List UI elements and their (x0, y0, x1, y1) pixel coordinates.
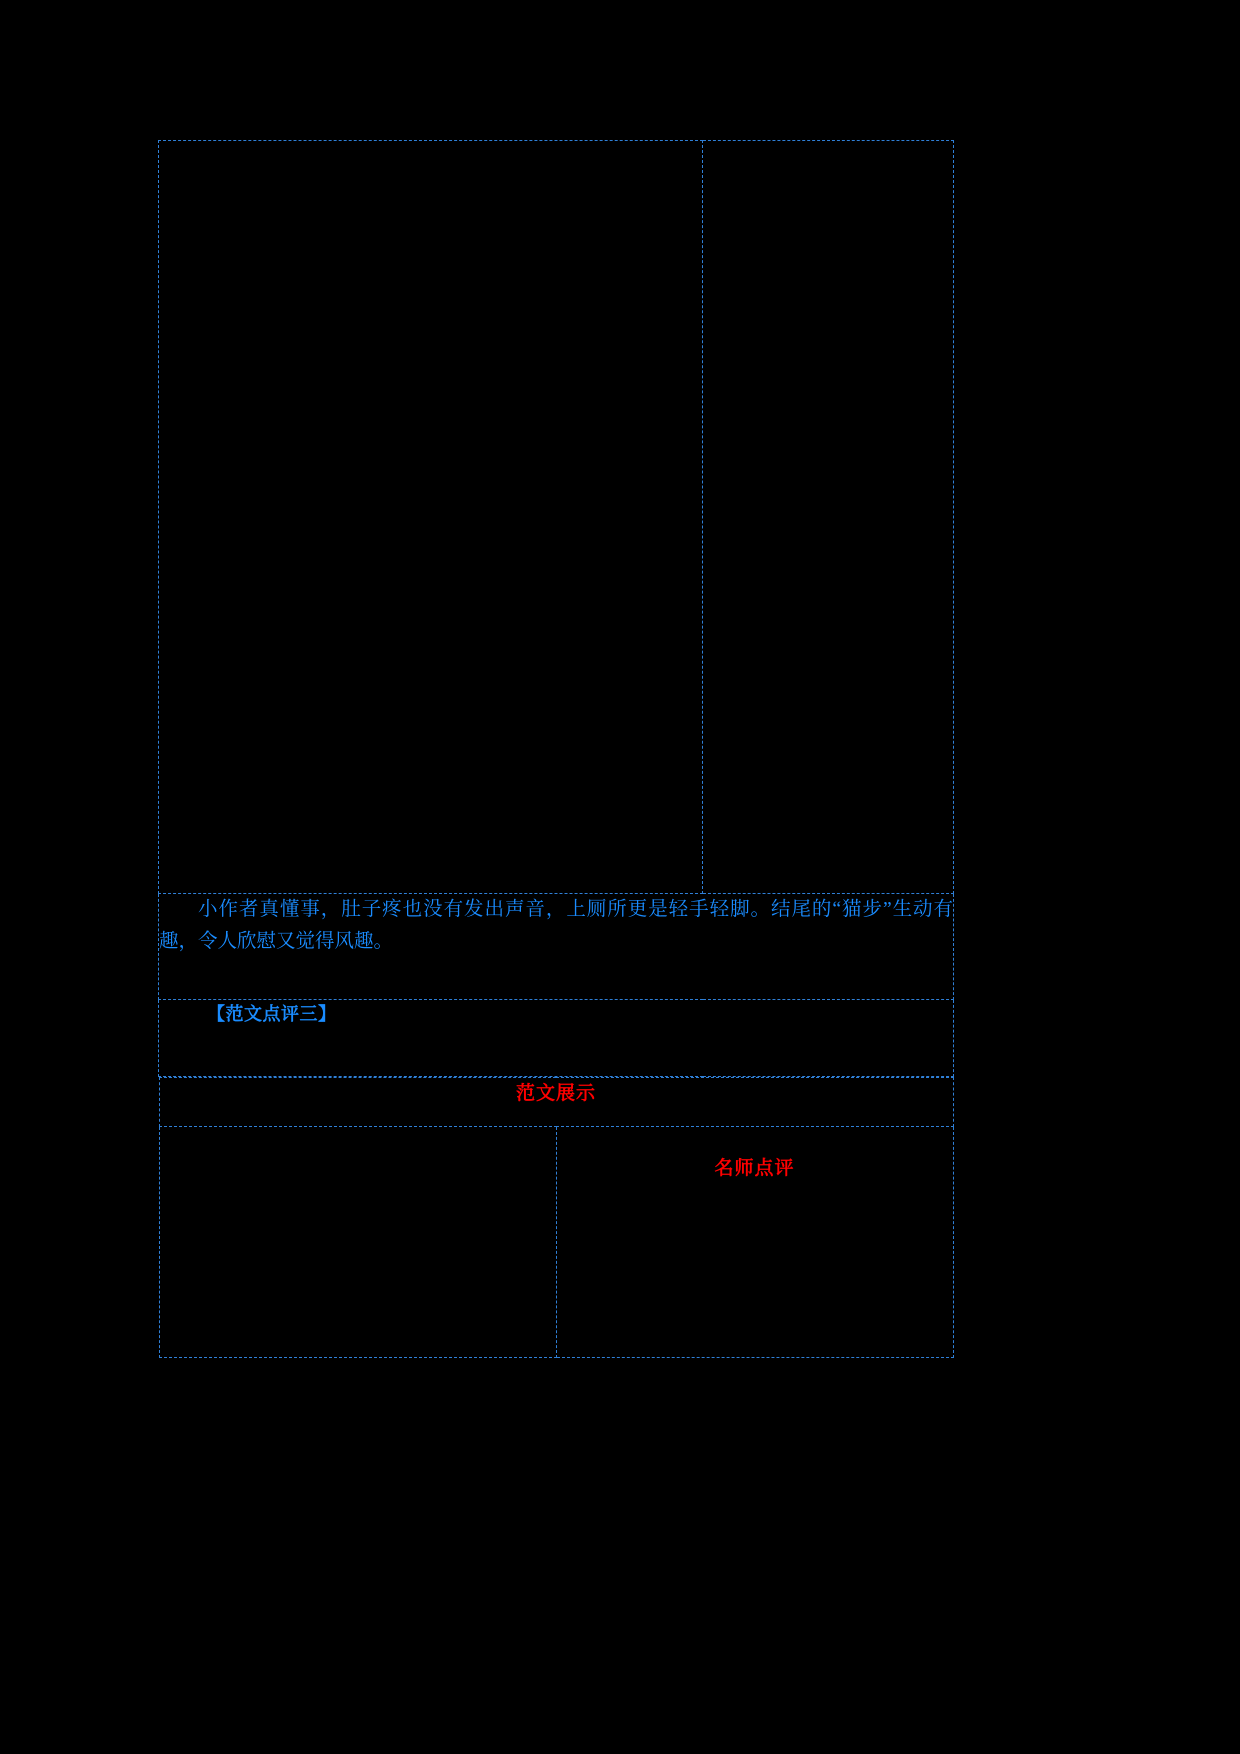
showcase-body-text (160, 1127, 556, 1357)
section-heading-cell (159, 1000, 954, 1077)
essay-right-text (703, 141, 953, 893)
showcase-header-cell (159, 1078, 953, 1127)
section-heading-row (159, 1000, 954, 1077)
commentary-cell (159, 894, 954, 1000)
document-table (158, 140, 954, 1358)
teacher-comment-text (557, 1180, 953, 1410)
showcase-row (159, 1077, 954, 1359)
teacher-comment-title: 名师点评 (714, 1158, 795, 1179)
essay-left-column (159, 141, 703, 894)
showcase-title: 范文展示 (515, 1083, 596, 1104)
showcase-body-right (556, 1127, 953, 1358)
showcase-header-row (159, 1078, 953, 1127)
showcase-table (159, 1077, 954, 1358)
showcase-body-row (159, 1127, 953, 1358)
section-heading-label: 【范文点评三】 (207, 1004, 337, 1024)
essay-left-text (159, 141, 702, 893)
essay-right-column (703, 141, 954, 894)
showcase-body-left (159, 1127, 556, 1358)
commentary-row (159, 894, 954, 1000)
showcase-wrapper-cell (159, 1077, 954, 1359)
essay-row (159, 141, 954, 894)
commentary-text: 小作者真懂事，肚子疼也没有发出声音，上厕所更是轻手轻脚。结尾的“猫步”生动有趣，令人欣慰又觉得风趣。 (159, 899, 953, 952)
